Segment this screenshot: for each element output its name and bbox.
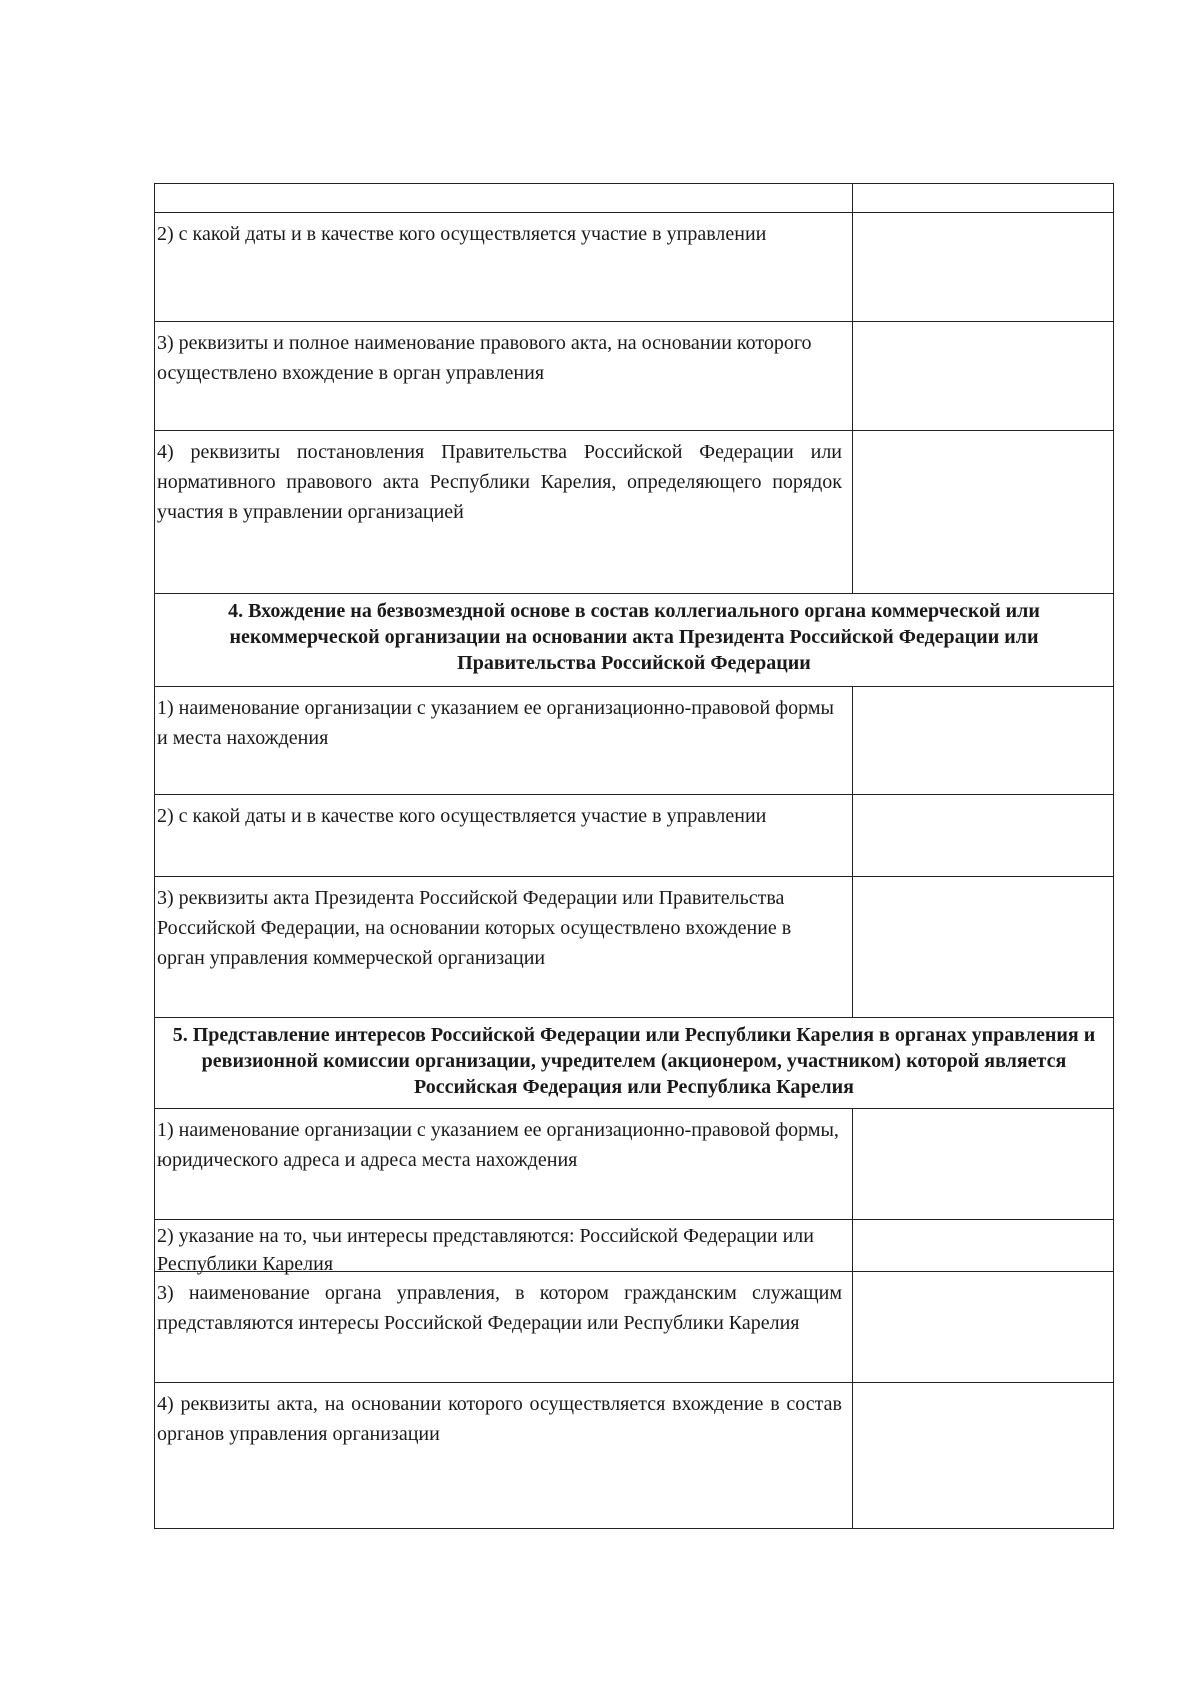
- table-row: [155, 1109, 1113, 1220]
- table-cell-value: [853, 687, 1113, 794]
- table-cell-label: [155, 322, 853, 430]
- section-heading: 4. Вхождение на безвозмездной основе в состав коллегиального органа коммерческой или некоммерческой организации на основании акта Президента Российской Федерации или Правительства Российской Федерации: [155, 594, 1113, 687]
- table-row: [155, 322, 1113, 431]
- table-cell-label: [155, 431, 853, 593]
- table-cell-value: [853, 322, 1113, 430]
- item-label: 3) реквизиты и полное наименование правового акта, на основании которого осуществлено вхождение в орган управления: [157, 332, 812, 384]
- table-cell-label: [155, 1272, 853, 1382]
- table-cell-value: [853, 431, 1113, 593]
- table-row: [155, 795, 1113, 877]
- item-label: 1) наименование организации с указанием ее организационно-правовой формы и места нахождения: [157, 697, 834, 749]
- table-cell-value: [853, 877, 1113, 1017]
- table-cell-label: [155, 1220, 853, 1275]
- table-row: [155, 184, 1113, 213]
- table-row: [155, 1272, 1113, 1383]
- table-cell-label: [155, 1109, 853, 1219]
- table-row: [155, 687, 1113, 795]
- table-cell-label: [155, 213, 853, 321]
- table-cell-value: [853, 795, 1113, 876]
- table-cell-value: [853, 213, 1113, 321]
- item-label: 1) наименование организации с указанием ее организационно-правовой формы, юридического адреса и адреса места нахождения: [157, 1119, 839, 1171]
- table-cell-value: [853, 1220, 1113, 1271]
- item-label: 4) реквизиты акта, на основании которого осуществляется вхождение в состав органов управления организации: [157, 1393, 842, 1445]
- table-row: [155, 1383, 1113, 1528]
- table-cell-value: [853, 1272, 1113, 1382]
- table-row: [155, 431, 1113, 594]
- table-row: [155, 213, 1113, 322]
- table-cell-value: [853, 184, 1113, 212]
- item-label: 3) реквизиты акта Президента Российской Федерации или Правительства Российской Федерации, на основании которых осуществлено вхождение в орган управления коммерческой организации: [157, 887, 792, 969]
- section-heading: 5. Представление интересов Российской Федерации или Республики Карелия в органах управления и ревизионной комиссии организации, учредителем (акционером, участником) которой является Российская Федерация или Республика Карелия: [155, 1018, 1113, 1109]
- form-table: [154, 183, 1114, 1529]
- item-label: 4) реквизиты постановления Правительства Российской Федерации или нормативного правового акта Республики Карелия, определяющего порядок участия в управлении организацией: [157, 441, 842, 523]
- table-row: [155, 1220, 1113, 1275]
- table-cell-empty: [155, 184, 853, 212]
- item-label: 2) с какой даты и в качестве кого осуществляется участие в управлении: [157, 805, 767, 827]
- table-cell-label: [155, 1383, 853, 1528]
- item-label: 2) указание на то, чьи интересы представляются: Российской Федерации или Республики Карелия: [157, 1225, 814, 1275]
- item-label: 3) наименование органа управления, в котором гражданским служащим представляются интересы Российской Федерации или Республики Карелия: [157, 1282, 842, 1334]
- table-cell-label: [155, 795, 853, 876]
- table-cell-value: [853, 1109, 1113, 1219]
- item-label: 2) с какой даты и в качестве кого осуществляется участие в управлении: [157, 223, 767, 245]
- table-cell-label: [155, 687, 853, 794]
- table-cell-label: [155, 877, 853, 1017]
- table-cell-value: [853, 1383, 1113, 1528]
- table-row: [155, 877, 1113, 1018]
